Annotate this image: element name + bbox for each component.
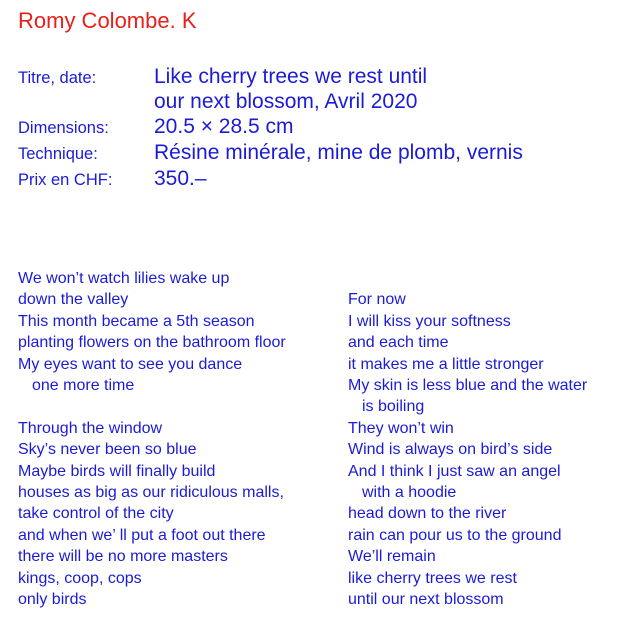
poem-line: take control of the city	[18, 505, 174, 523]
price-label: Prix en CHF:	[18, 171, 113, 189]
poem-line: This month became a 5th season	[18, 312, 255, 330]
title-label: Titre, date:	[18, 69, 97, 87]
poem-line: one more time	[32, 377, 135, 395]
poem-line: with a hoodie	[362, 484, 457, 502]
poem-line: Sky’s never been so blue	[18, 441, 197, 459]
poem-line: For now	[348, 291, 406, 309]
poem-line: there will be no more masters	[18, 548, 228, 566]
poem-line: Wind is always on bird’s side	[348, 441, 553, 459]
poem-line: only birds	[18, 591, 87, 609]
artwork-details	[18, 64, 628, 192]
poem-line: They won’t win	[348, 419, 454, 437]
poem-right-column	[348, 268, 587, 610]
poem-line: until our next blossom	[348, 591, 504, 609]
dimensions-value: 20.5 × 28.5 cm	[154, 115, 294, 138]
price-value: 350.–	[154, 167, 207, 190]
dimensions-label: Dimensions:	[18, 119, 109, 137]
poem-line: like cherry trees we rest	[348, 569, 517, 587]
poem-line: Maybe birds will finally build	[18, 462, 216, 480]
poem-line: down the valley	[18, 291, 129, 309]
poem-line: My skin is less blue and the water	[348, 377, 588, 395]
technique-value: Résine minérale, mine de plomb, vernis	[154, 141, 523, 164]
technique-label: Technique:	[18, 145, 98, 163]
poem-line: kings, coop, cops	[18, 569, 142, 587]
stanza-break	[18, 396, 286, 417]
title-row	[18, 64, 628, 114]
title-line-1: Like cherry trees we rest until	[154, 65, 428, 88]
poem-line: My eyes want to see you dance	[18, 355, 243, 373]
poem-line: We’ll remain	[348, 548, 436, 566]
dimensions-row	[18, 114, 628, 140]
poem-line: Through the window	[18, 419, 163, 437]
poem-line: rain can pour us to the ground	[348, 526, 562, 544]
title-line-2: our next blossom, Avril 2020	[154, 90, 418, 113]
poem-line: and each time	[348, 334, 449, 352]
poem-left-column	[18, 268, 286, 610]
stanza-break	[348, 268, 587, 289]
poem-line: houses as big as our ridiculous malls,	[18, 484, 284, 502]
poem-line: We won’t watch lilies wake up	[18, 270, 230, 287]
poem-line: planting flowers on the bathroom floor	[18, 334, 286, 352]
artist-name: Romy Colombe. K	[18, 8, 197, 33]
poem-line: it makes me a little stronger	[348, 355, 544, 373]
poem-line: head down to the river	[348, 505, 507, 523]
poem-line: is boiling	[362, 398, 425, 416]
title-value	[154, 64, 427, 114]
poem-line: and when we’ ll put a foot out there	[18, 526, 266, 544]
poem-line: I will kiss your softness	[348, 312, 511, 330]
price-row	[18, 166, 628, 192]
poem-line: And I think I just saw an angel	[348, 462, 561, 480]
technique-row	[18, 140, 628, 166]
